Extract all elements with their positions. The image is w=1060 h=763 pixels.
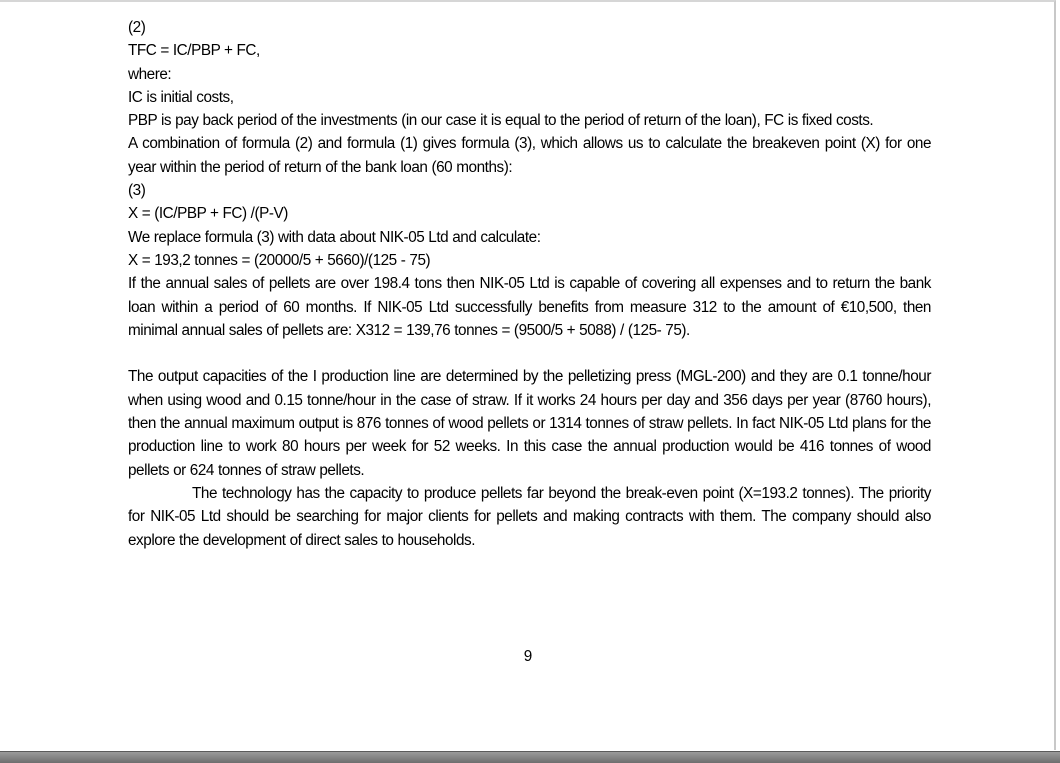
page-content [128,16,931,552]
formula-3: X = (IC/PBP + FC) /(P-V) [128,205,288,223]
calculation-line: X = 193,2 tonnes = (20000/5 + 5660)/(125 - 75) [128,251,431,269]
where-label: where: [128,65,172,83]
combination-paragraph: A combination of formula (2) and formula (1) gives formula (3), which allows us to calculate the breakeven point (X) for one year within the period of return of the bank loan (60 months): [128,135,931,176]
replace-sentence: We replace formula (3) with data about NIK-05 Ltd and calculate: [128,228,541,246]
annual-sales-paragraph: If the annual sales of pellets are over 198.4 tons then NIK-05 Ltd is capable of covering all expenses and to return the bank loan within a period of 60 months. If NIK-05 Ltd successfully benefits from measure 312 to the amount of €10,500, then minimal annual sales of pellets are: X312 = 139,76 tonnes = (9500/5 + 5088) / (125- 75). [128,275,931,339]
ic-definition: IC is initial costs, [128,88,234,106]
formula-2: TFC = IC/PBP + FC, [128,42,260,60]
pbp-definition: PBP is pay back period of the investments (in our case it is equal to the period of return of the loan), FC is fixed costs. [128,112,874,130]
page-number: 9 [523,648,533,665]
bottom-scroll-edge [0,751,1060,763]
formula-2-label: (2) [128,19,146,36]
formula-3-label: (3) [128,182,146,200]
paragraph-spacer [128,342,931,365]
output-capacities-paragraph: The output capacities of the I production line are determined by the pelletizing press (MGL-200) and they are 0.1 tonne/hour when using wood and 0.15 tonne/hour in the case of straw. If it works 24 hours per day and 356 days per year (8760 hours), then the annual maximum output is 876 tonnes of wood pellets or 1314 tonnes of straw pellets. In fact NIK-05 Ltd plans for the production line to work 80 hours per week for 52 weeks. In this case the annual production would be 416 tonnes of wood pellets or 624 tonnes of straw pellets. [128,368,931,479]
technology-paragraph: The technology has the capacity to produce pellets far beyond the break-even point (X=193.2 tonnes). The priority for NIK-05 Ltd should be searching for major clients for pellets and making contracts with them. The company should also explore the development of direct sales to households. [128,484,931,549]
